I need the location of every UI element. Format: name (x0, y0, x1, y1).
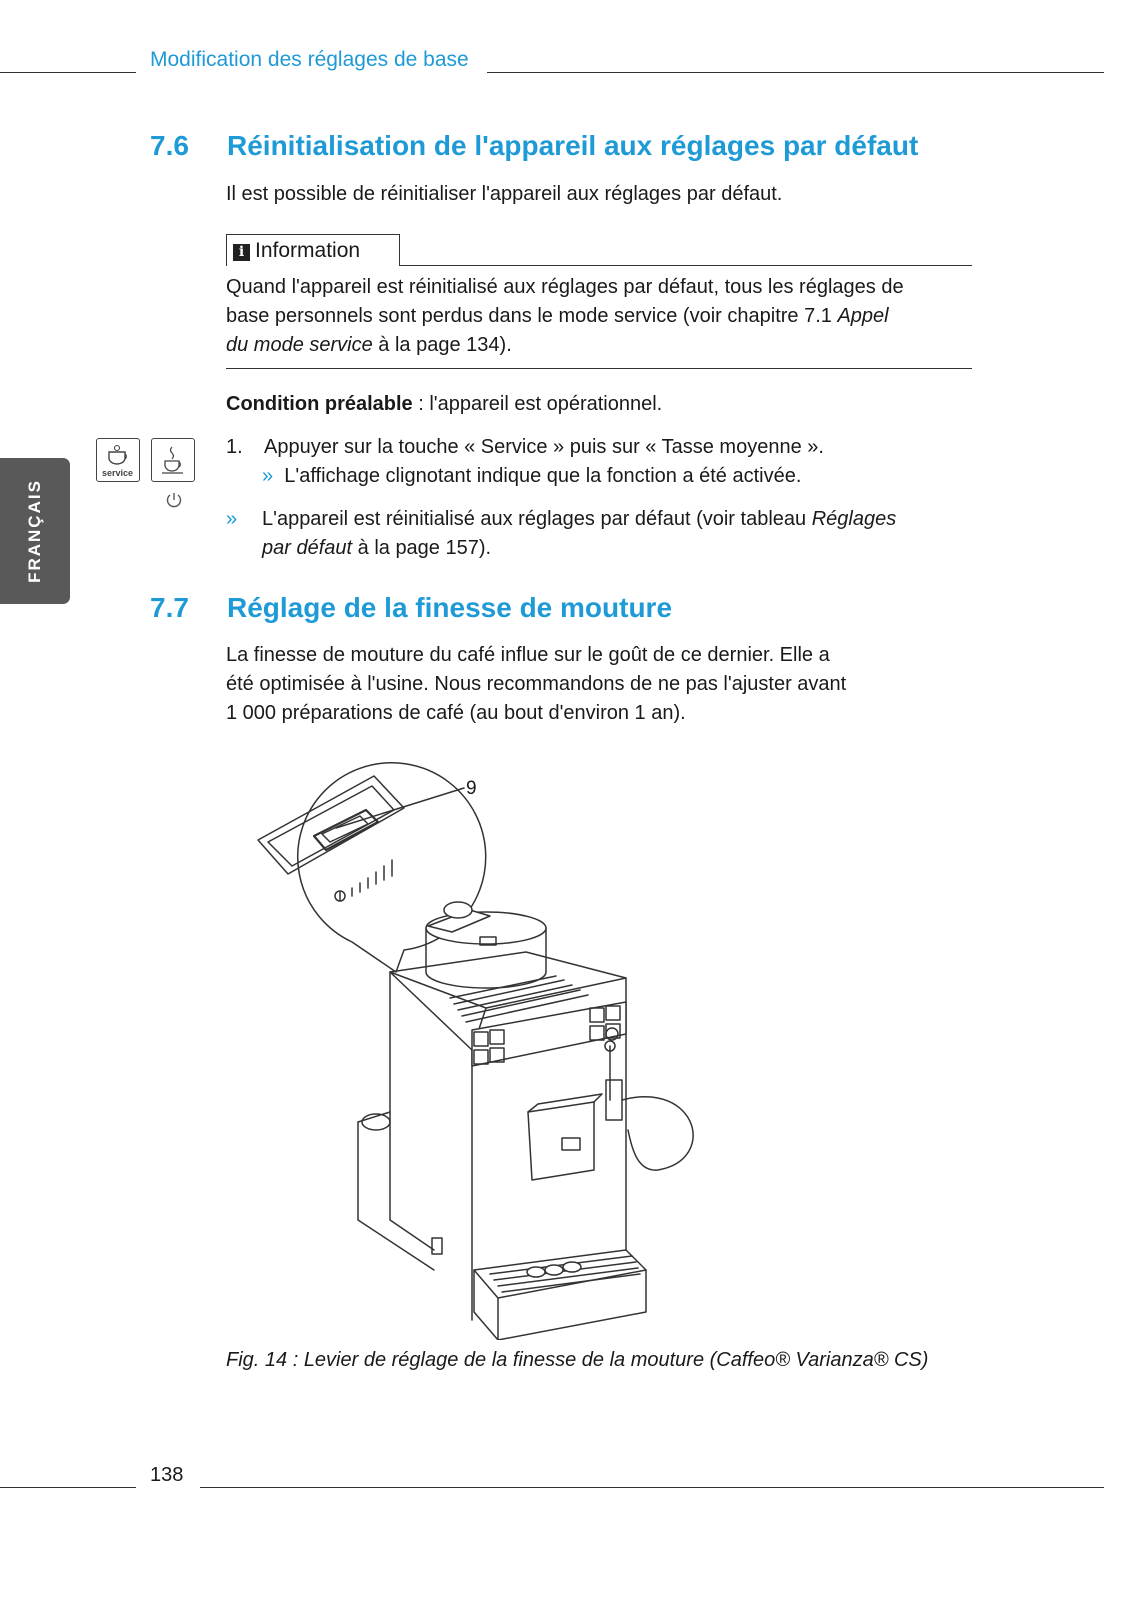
page-number: 138 (150, 1464, 184, 1486)
language-tab-label: FRANÇAIS (25, 479, 44, 583)
info-top-rule (399, 265, 972, 266)
final-result (226, 505, 986, 563)
language-tab (0, 458, 70, 604)
info-text-span: base personnels sont perdus dans le mode service (voir chapitre 7.1 (226, 305, 838, 327)
footer-rule-left (0, 1487, 136, 1488)
information-label-box (226, 234, 400, 266)
info-link-text: du mode service (226, 334, 373, 356)
info-bottom-rule (226, 368, 972, 369)
result-marker: » (226, 508, 238, 530)
info-text-span: à la page 134). (372, 334, 512, 356)
footer-rule-right (200, 1487, 1104, 1488)
info-text-line (226, 331, 976, 360)
running-header: Modification des réglages de base (150, 48, 469, 71)
result-link-text: Réglages (811, 508, 897, 530)
paragraph-line: La finesse de mouture du café influe sur le goût de ce dernier. Elle a (226, 644, 830, 666)
result-marker: » (262, 465, 274, 487)
section-number: 7.6 (150, 130, 189, 161)
step-number: 1. (226, 436, 243, 458)
header-rule-left (0, 72, 136, 73)
intro-paragraph: Il est possible de réinitialiser l'appareil aux réglages par défaut. (226, 183, 783, 205)
info-icon: i (233, 244, 250, 261)
precondition (226, 390, 662, 419)
info-link-text: Appel (837, 305, 889, 327)
result-line (262, 534, 986, 563)
paragraph-line: été optimisée à l'usine. Nous recommandons de ne pas l'ajuster avant (226, 673, 847, 695)
result-text: à la page 157). (352, 537, 492, 559)
section-heading-7-7 (150, 592, 1050, 628)
section-heading-7-6 (150, 130, 1050, 166)
info-text-line (226, 302, 976, 331)
info-text (226, 273, 976, 360)
step-text: Appuyer sur la touche « Service » puis sur « Tasse moyenne ». (264, 436, 824, 458)
result-line (262, 505, 986, 534)
coffee-machine-figure (228, 750, 728, 1340)
svg-text:service: service (101, 468, 134, 478)
power-icon (164, 490, 184, 510)
information-label: Information (255, 239, 361, 262)
info-text-line: Quand l'appareil est réinitialisé aux réglages par défaut, tous les réglages de (226, 276, 904, 298)
figure-caption: Fig. 14 : Levier de réglage de la finesse de la mouture (Caffeo® Varianza® CS) (226, 1349, 929, 1371)
section-number: 7.7 (150, 592, 189, 623)
result-link-text: par défaut (262, 537, 353, 559)
precondition-label: Condition préalable (226, 393, 413, 415)
step-1 (0, 433, 1000, 463)
header-rule-right (487, 72, 1104, 73)
step-result-text: L'affichage clignotant indique que la fonction a été activée. (284, 465, 802, 487)
step-1-result (262, 462, 801, 491)
section-title: Réinitialisation de l'appareil aux réglages par défaut (227, 130, 919, 161)
grind-paragraph (226, 641, 846, 728)
precondition-text: : l'appareil est opérationnel. (412, 393, 663, 415)
callout-number: 9 (466, 778, 477, 799)
result-text: L'appareil est réinitialisé aux réglages par défaut (voir tableau (262, 508, 812, 530)
paragraph-line: 1 000 préparations de café (au bout d'environ 1 an). (226, 702, 686, 724)
section-title: Réglage de la finesse de mouture (227, 592, 673, 623)
